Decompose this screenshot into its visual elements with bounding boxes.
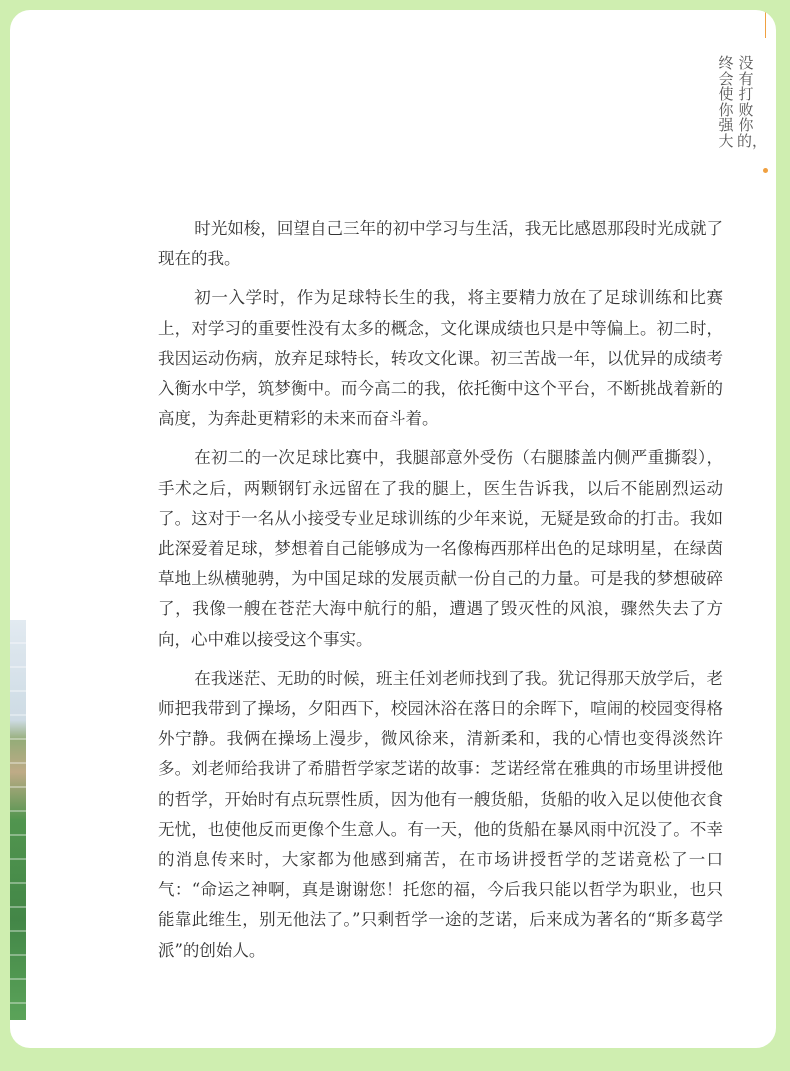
paragraph-3: 在初二的一次足球比赛中，我腿部意外受伤（右腿膝盖内侧严重撕裂），手术之后，两颗钢钉永远留在了我的腿上，医生告诉我，以后不能剧烈运动了。这对于一名从小接受专业足球训练的少年来说，无疑是致命的打击。我如此深爱着足球，梦想着自己能够成为一名像梅西那样出色的足球明星，在绿茵草地上纵横驰骋，为中国足球的发展贡献一份自己的力量。可是我的梦想破碎了，我像一艘在苍茫大海中航行的船，遭遇了毁灭性的风浪，骤然失去了方向，心中难以接受这个事实。	[158, 448, 723, 649]
header-rule	[765, 10, 766, 38]
paragraph-2: 初一入学时，作为足球特长生的我，将主要精力放在了足球训练和比赛上，对学习的重要性没有太多的概念，文化课成绩也只是中等偏上。初二时，我因运动伤病，放弃足球特长，转攻文化课。初三苦战一年，以优异的成绩考入衡水中学，筑梦衡中。而今高二的我，依托衡中这个平台，不断挑战着新的高度，为奔赴更精彩的未来而奋斗着。	[158, 288, 723, 429]
football-field-photo	[10, 620, 26, 1020]
paragraph-4: 在我迷茫、无助的时候，班主任刘老师找到了我。犹记得那天放学后，老师把我带到了操场，夕阳西下，校园沐浴在落日的余晖下，喧闹的校园变得格外宁静。我俩在操场上漫步，微风徐来，清新柔和，我的心情也变得淡然许多。刘老师给我讲了希腊哲学家芝诺的故事：芝诺经常在雅典的市场里讲授他的哲学，开始时有点玩票性质，因为他有一艘货船，货船的收入足以使他衣食无忧，也使他反而更像个生意人。有一天，他的货船在暴风雨中沉没了。不幸的消息传来时，大家都为他感到痛苦，在市场讲授哲学的芝诺竟松了一口气：“命运之神啊，真是谢谢您！托您的福，今后我只能以哲学为职业，也只能靠此维生，别无他法了。”只剩哲学一途的芝诺，后来成为著名的“斯多葛学派”的创始人。	[158, 668, 723, 960]
running-header-line1: 没有打败你的，	[737, 54, 768, 150]
body-text	[158, 214, 723, 975]
header-dot	[763, 168, 768, 173]
book-page	[10, 10, 776, 1048]
running-header-line2: 终会使你强大	[718, 54, 734, 150]
paragraph-1: 时光如梭，回望自己三年的初中学习与生活，我无比感恩那段时光成就了现在的我。	[158, 219, 723, 269]
